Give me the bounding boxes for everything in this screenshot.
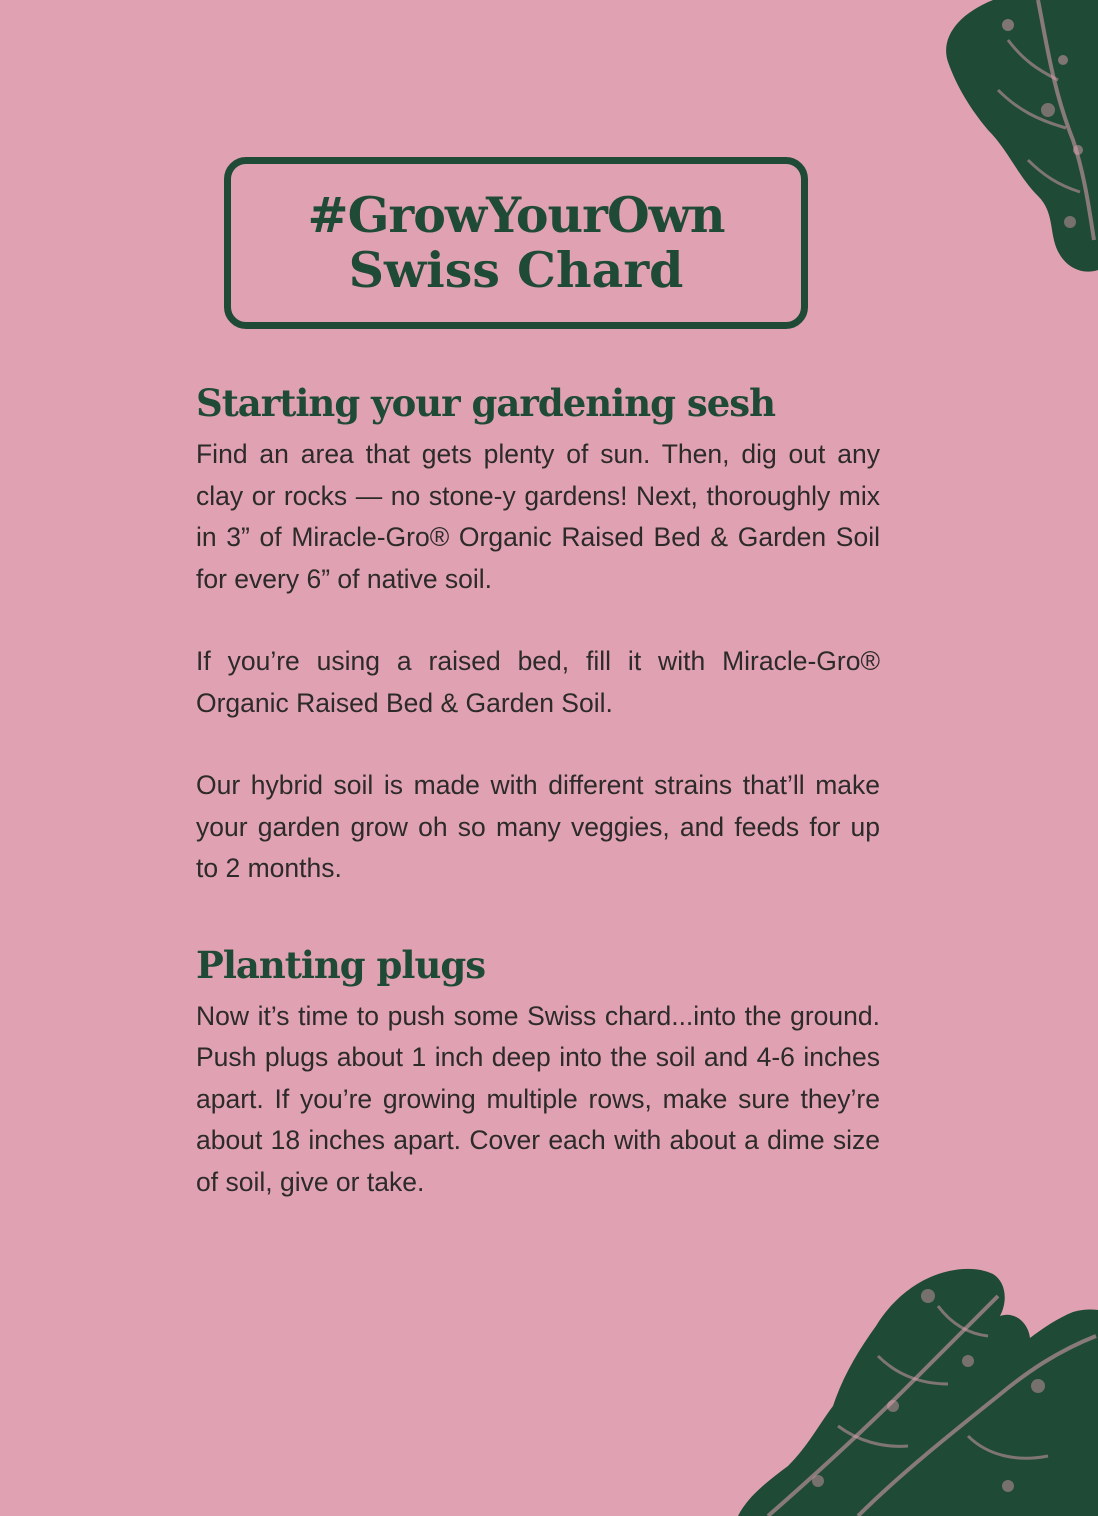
- title-subject: Swiss Chard: [348, 241, 684, 299]
- instructions: [196, 372, 880, 1203]
- title-hashtag: #GrowYourOwn: [307, 185, 725, 244]
- paragraph-planting-plugs: Now it’s time to push some Swiss chard...into the ground. Push plugs about 1 inch deep into the soil and 4-6 inches apart. If you’re growing multiple rows, make sure they’re about 18 inches apart. Cover each with about a dime size of soil, give or take.: [196, 1000, 880, 1197]
- paragraph-hybrid-soil: Our hybrid soil is made with different strains that’ll make your garden grow oh so many veggies, and feeds for up to 2 months.: [196, 770, 880, 883]
- leaf-illustration-icon: [888, 0, 1098, 280]
- paragraph-site-prep: Find an area that gets plenty of sun. Then, dig out any clay or rocks — no stone-y gardens! Next, thoroughly mix in 3” of Miracle-Gro® Organic Raised Bed & Garden Soil for every 6” of native soil.: [196, 439, 880, 594]
- paragraph-raised-bed: If you’re using a raised bed, fill it with Miracle-Gro® Organic Raised Bed & Garden Soil.: [196, 646, 880, 718]
- section-heading-planting: Planting plugs: [196, 942, 486, 987]
- title-stamp: [224, 157, 808, 329]
- chard-leaves-illustration-icon: [708, 1266, 1098, 1516]
- section-heading-starting: Starting your gardening sesh: [196, 381, 775, 425]
